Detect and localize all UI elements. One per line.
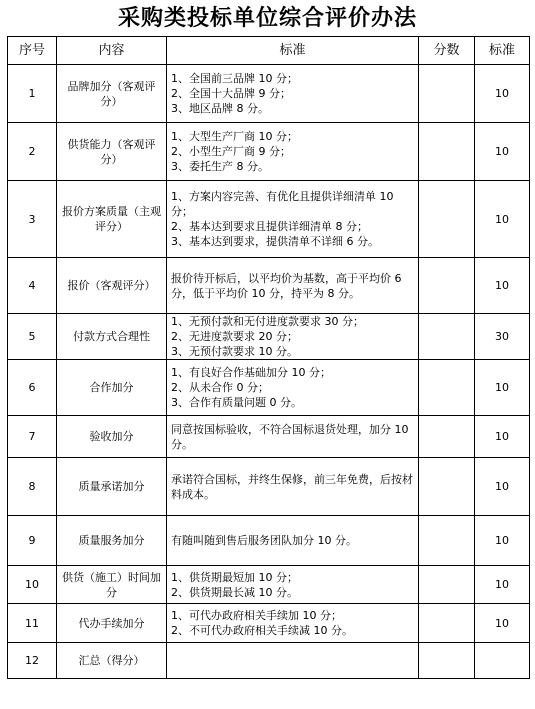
standard-line: 2、不可代办政府相关手续减 10 分。 — [171, 624, 353, 637]
table-row — [8, 604, 530, 643]
table-row — [8, 314, 530, 360]
row-standard — [167, 65, 419, 123]
row-standard — [167, 314, 419, 360]
standard-line: 报价待开标后，以平均价为基数，高于平均价 6 分，低于平均价 10 分，持平为 8 分。 — [171, 271, 402, 300]
row-max-score: 10 — [475, 181, 530, 258]
standard-line: 同意按国标验收，不符合国标退货处理，加分 10 分。 — [171, 422, 409, 451]
row-score — [419, 604, 475, 643]
table-row — [8, 516, 530, 566]
row-number: 7 — [8, 416, 57, 458]
table-header-row — [8, 37, 530, 65]
row-standard — [167, 360, 419, 416]
row-score — [419, 566, 475, 604]
row-standard — [167, 258, 419, 314]
row-content: 代办手续加分 — [57, 604, 167, 643]
row-content: 供货（施工）时间加分 — [57, 566, 167, 604]
document-title: 采购类投标单位综合评价办法 — [117, 5, 417, 31]
table-row — [8, 360, 530, 416]
row-score — [419, 416, 475, 458]
standard-line: 3、委托生产 8 分。 — [171, 160, 269, 173]
row-score — [419, 181, 475, 258]
standard-line: 2、从未合作 0 分； — [171, 381, 269, 394]
row-score — [419, 360, 475, 416]
row-score — [419, 314, 475, 360]
row-score — [419, 123, 475, 181]
row-max-score: 10 — [475, 516, 530, 566]
standard-line: 2、供货期最长减 10 分。 — [171, 585, 298, 599]
standard-line: 2、小型生产厂商 9 分； — [171, 145, 291, 158]
table-row — [8, 566, 530, 604]
row-max-score: 10 — [475, 458, 530, 516]
standard-line: 承诺符合国标，并终生保修，前三年免费，后按材料成本。 — [171, 472, 413, 501]
row-standard — [167, 458, 419, 516]
standard-line: 2、无进度款要求 20 分； — [171, 330, 298, 343]
row-number: 1 — [8, 65, 57, 123]
row-score — [419, 643, 475, 679]
standard-line: 有随叫随到售后服务团队加分 10 分。 — [171, 534, 357, 547]
row-content: 报价（客观评分） — [57, 258, 167, 314]
table-row — [8, 65, 530, 123]
row-max-score: 10 — [475, 360, 530, 416]
row-standard — [167, 181, 419, 258]
header-standard: 标准 — [167, 37, 419, 65]
row-number: 5 — [8, 314, 57, 360]
standard-line: 1、可代办政府相关手续加 10 分； — [171, 609, 342, 622]
standard-line: 1、大型生产厂商 10 分； — [171, 130, 298, 143]
row-content: 验收加分 — [57, 416, 167, 458]
standard-line: 1、全国前三品牌 10 分； — [171, 72, 298, 85]
row-max-score: 10 — [475, 65, 530, 123]
table-body — [8, 65, 530, 679]
row-content: 质量服务加分 — [57, 516, 167, 566]
header-no: 序号 — [8, 37, 57, 65]
row-content: 合作加分 — [57, 360, 167, 416]
standard-line: 1、供货期最短加 10 分； — [171, 570, 298, 584]
header-max: 标准 — [475, 37, 530, 65]
row-max-score: 10 — [475, 566, 530, 604]
row-standard — [167, 643, 419, 679]
row-max-score: 30 — [475, 314, 530, 360]
table-row — [8, 458, 530, 516]
row-content: 付款方式合理性 — [57, 314, 167, 360]
row-max-score: 10 — [475, 416, 530, 458]
row-number: 3 — [8, 181, 57, 258]
row-max-score: 10 — [475, 604, 530, 643]
row-score — [419, 65, 475, 123]
standard-line: 3、合作有质量问题 0 分。 — [171, 396, 302, 409]
evaluation-table — [7, 36, 530, 679]
table-row — [8, 181, 530, 258]
row-number: 6 — [8, 360, 57, 416]
row-number: 12 — [8, 643, 57, 679]
table-row — [8, 416, 530, 458]
row-content: 质量承诺加分 — [57, 458, 167, 516]
table-row — [8, 258, 530, 314]
row-content: 供货能力（客观评分） — [57, 123, 167, 181]
row-number: 9 — [8, 516, 57, 566]
row-number: 10 — [8, 566, 57, 604]
row-max-score: 10 — [475, 123, 530, 181]
row-number: 4 — [8, 258, 57, 314]
row-max-score — [475, 643, 530, 679]
table-row — [8, 123, 530, 181]
standard-line: 1、方案内容完善、有优化且提供详细清单 10 分； — [171, 190, 394, 218]
row-standard — [167, 566, 419, 604]
row-score — [419, 258, 475, 314]
standard-line: 3、基本达到要求，提供清单不详细 6 分。 — [171, 235, 379, 248]
header-score: 分数 — [419, 37, 475, 65]
row-content: 汇总（得分） — [57, 643, 167, 679]
row-score — [419, 458, 475, 516]
standard-line: 1、有良好合作基础加分 10 分； — [171, 366, 331, 379]
standard-line: 2、基本达到要求且提供详细清单 8 分； — [171, 220, 368, 233]
row-max-score: 10 — [475, 258, 530, 314]
row-standard — [167, 416, 419, 458]
header-content: 内容 — [57, 37, 167, 65]
row-standard — [167, 604, 419, 643]
row-number: 11 — [8, 604, 57, 643]
row-standard — [167, 516, 419, 566]
row-standard — [167, 123, 419, 181]
row-content: 品牌加分（客观评分） — [57, 65, 167, 123]
standard-line: 3、无预付款要求 10 分。 — [171, 345, 298, 358]
row-content: 报价方案质量（主观评分） — [57, 181, 167, 258]
standard-line: 2、全国十大品牌 9 分； — [171, 87, 291, 100]
row-score — [419, 516, 475, 566]
table-row — [8, 643, 530, 679]
row-number: 2 — [8, 123, 57, 181]
standard-line: 3、地区品牌 8 分。 — [171, 102, 269, 115]
row-number: 8 — [8, 458, 57, 516]
standard-line: 1、无预付款和无付进度款要求 30 分； — [171, 315, 364, 328]
